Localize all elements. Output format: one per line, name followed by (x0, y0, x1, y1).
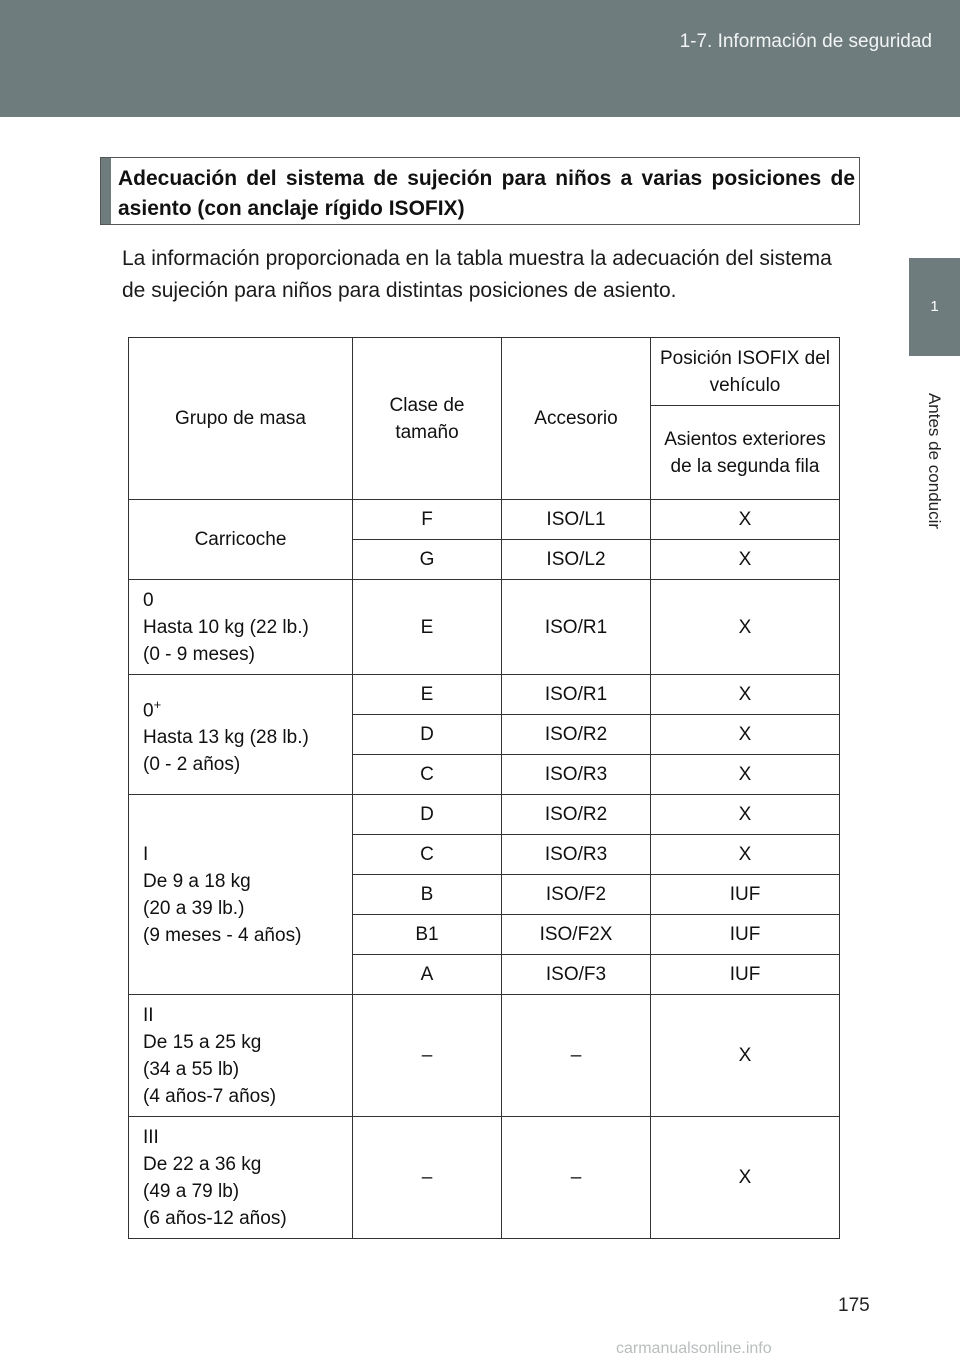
size-class-cell: G (353, 540, 502, 580)
header-mass-group: Grupo de masa (129, 338, 353, 500)
mass-group-text: I (143, 843, 149, 865)
page-number: 175 (838, 1295, 870, 1316)
suitability-cell: X (651, 580, 840, 675)
mass-group-line (143, 841, 344, 868)
mass-group-cell (129, 675, 353, 795)
mass-group-text: III (143, 1126, 159, 1148)
suitability-cell: X (651, 795, 840, 835)
section-title-box (100, 157, 860, 225)
mass-group-text: De 15 a 25 kg (143, 1031, 262, 1053)
fixture-cell: ISO/R2 (502, 715, 651, 755)
mass-group-text: (4 años-7 años) (143, 1085, 277, 1107)
section-title: Adecuación del sistema de sujeción para niños a varias posiciones de asiento (con anclaje rígido ISOFIX) (118, 167, 855, 220)
mass-group-text: (49 a 79 lb) (143, 1180, 240, 1202)
size-class-cell: B1 (353, 915, 502, 955)
suitability-cell: X (651, 1117, 840, 1239)
mass-group-text: II (143, 1004, 154, 1026)
mass-group-line (143, 641, 344, 668)
header-outer-second-row-seats: Asientos exteriores de la segunda fila (651, 406, 840, 500)
header-fixture: Accesorio (502, 338, 651, 500)
table-row (129, 995, 840, 1117)
mass-group-line (143, 587, 344, 614)
mass-group-text: (0 - 9 meses) (143, 643, 255, 665)
size-class-cell: – (353, 1117, 502, 1239)
mass-group-cell (129, 1117, 353, 1239)
suitability-cell: IUF (651, 915, 840, 955)
fixture-cell: – (502, 1117, 651, 1239)
size-class-cell: D (353, 795, 502, 835)
mass-group-line (143, 1124, 344, 1151)
fixture-cell: ISO/R2 (502, 795, 651, 835)
size-class-cell: E (353, 675, 502, 715)
mass-group-text: Hasta 13 kg (28 lb.) (143, 727, 309, 749)
size-class-cell: B (353, 875, 502, 915)
mass-group-cell (129, 500, 353, 580)
mass-group-line (143, 895, 344, 922)
mass-group-line (143, 922, 344, 949)
mass-group-cell (129, 995, 353, 1117)
size-class-cell: D (353, 715, 502, 755)
mass-group-text: De 22 a 36 kg (143, 1153, 262, 1175)
size-class-cell: – (353, 995, 502, 1117)
suitability-cell: X (651, 755, 840, 795)
watermark: carmanualsonline.info (616, 1340, 772, 1357)
mass-group-line (143, 1151, 344, 1178)
header-band (0, 0, 960, 117)
mass-group-text: (34 a 55 lb) (143, 1058, 240, 1080)
mass-group-text: 0 (143, 589, 154, 611)
table-row (129, 675, 840, 715)
size-class-cell: C (353, 755, 502, 795)
mass-group-text: (0 - 2 años) (143, 754, 241, 776)
mass-group-line (143, 1056, 344, 1083)
fixture-cell: ISO/R3 (502, 835, 651, 875)
mass-group-superscript: + (153, 696, 162, 712)
fixture-cell: ISO/F2X (502, 915, 651, 955)
mass-group-text: 0 (143, 700, 154, 722)
mass-group-line (143, 1002, 344, 1029)
mass-group-text: Hasta 10 kg (22 lb.) (143, 616, 309, 638)
mass-group-line (143, 1205, 344, 1232)
mass-group-line (143, 691, 344, 724)
fixture-cell: ISO/L1 (502, 500, 651, 540)
suitability-cell: X (651, 835, 840, 875)
mass-group-cell (129, 580, 353, 675)
mass-group-line (143, 1178, 344, 1205)
mass-group-text: (20 a 39 lb.) (143, 897, 245, 919)
fixture-cell: ISO/F2 (502, 875, 651, 915)
size-class-cell: F (353, 500, 502, 540)
mass-group-line (143, 1029, 344, 1056)
table-row (129, 500, 840, 540)
title-accent-bar (101, 158, 111, 224)
suitability-cell: X (651, 675, 840, 715)
isofix-table (128, 337, 840, 1239)
size-class-cell: E (353, 580, 502, 675)
suitability-cell: IUF (651, 955, 840, 995)
mass-group-line (143, 751, 344, 778)
chapter-tab: 1 (909, 258, 960, 356)
mass-group-line (143, 1083, 344, 1110)
fixture-cell: ISO/R1 (502, 580, 651, 675)
chapter-label-text: Antes de conducir (925, 392, 945, 530)
mass-group-text: (9 meses - 4 años) (143, 924, 302, 946)
suitability-cell: X (651, 540, 840, 580)
size-class-cell: C (353, 835, 502, 875)
suitability-cell: X (651, 500, 840, 540)
size-class-cell: A (353, 955, 502, 995)
mass-group-text: De 9 a 18 kg (143, 870, 251, 892)
table-header-row (129, 338, 840, 406)
header-size-class: Clase de tamaño (353, 338, 502, 500)
mass-group-line (143, 868, 344, 895)
fixture-cell: – (502, 995, 651, 1117)
table-row (129, 580, 840, 675)
suitability-cell: X (651, 715, 840, 755)
mass-group-line (143, 724, 344, 751)
mass-group-cell (129, 795, 353, 995)
chapter-label (909, 356, 960, 566)
fixture-cell: ISO/R3 (502, 755, 651, 795)
mass-group-text: (6 años-12 años) (143, 1207, 287, 1229)
fixture-cell: ISO/R1 (502, 675, 651, 715)
section-header: 1-7. Información de seguridad (679, 31, 932, 52)
fixture-cell: ISO/L2 (502, 540, 651, 580)
intro-paragraph: La información proporcionada en la tabla muestra la adecuación del sistema de sujeción para niños para distintas posiciones de asiento. (122, 247, 832, 302)
header-isofix-position: Posición ISOFIX del vehículo (651, 338, 840, 406)
table-row (129, 1117, 840, 1239)
mass-group-text: Carricoche (194, 529, 287, 550)
suitability-cell: X (651, 995, 840, 1117)
table-row (129, 795, 840, 835)
suitability-cell: IUF (651, 875, 840, 915)
fixture-cell: ISO/F3 (502, 955, 651, 995)
mass-group-line (143, 614, 344, 641)
mass-group-line (137, 526, 344, 553)
